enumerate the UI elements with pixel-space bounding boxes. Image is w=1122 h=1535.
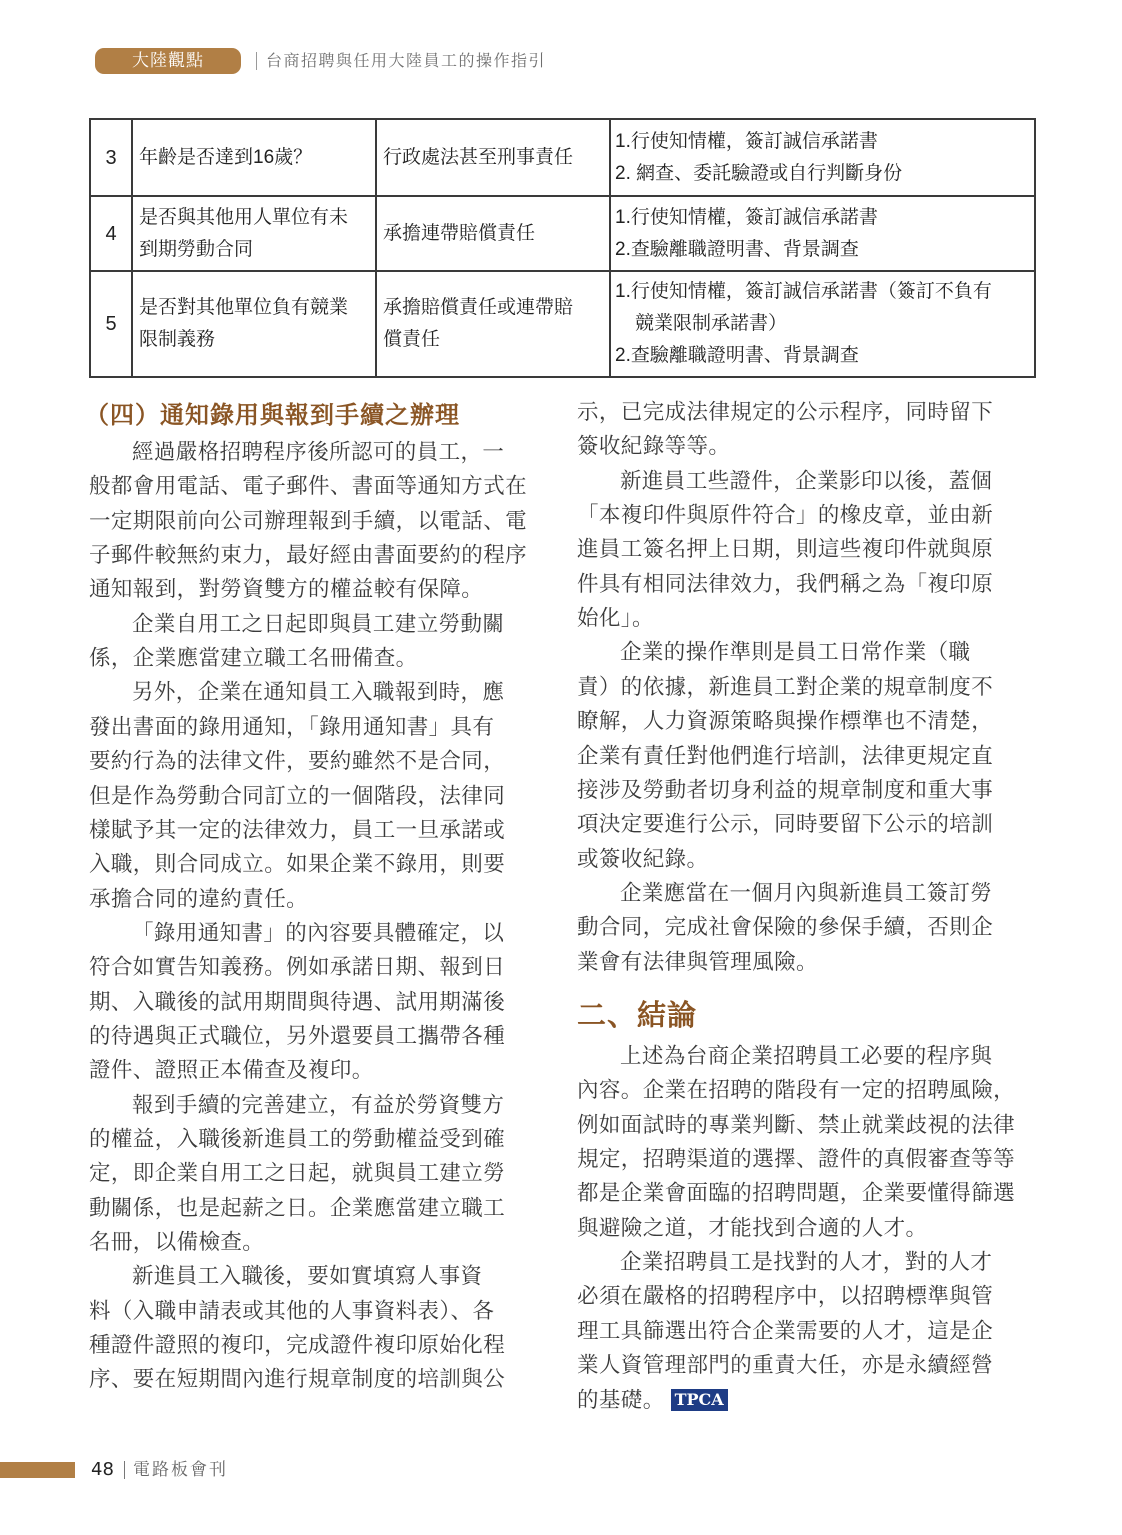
body-line: 都是企業會面臨的招聘問題，企業要懂得篩選 [577,1181,1016,1207]
body-line: 子郵件較無約束力，最好經由書面要約的程序 [89,543,528,569]
body-line: 進員工簽名押上日期，則這些複印件就與原 [577,537,994,563]
countermeasure-line: 1.行使知情權，簽訂誠信承諾書（簽訂不負有 [615,281,992,302]
body-line: 例如面試時的專業判斷、禁止就業歧視的法律 [577,1112,1016,1138]
body-line: 上述為台商企業招聘員工必要的程序與 [620,1044,993,1069]
body-line: 簽收紀錄等等。 [577,434,731,460]
body-line: 期、入職後的試用期間與待遇、試用期滿後 [89,989,506,1015]
body-line: 項決定要進行公示，同時要留下公示的培訓 [577,812,994,838]
check-item-line: 是否對其他單位負有競業 [139,297,349,318]
risk-table [89,118,1036,378]
body-line: 動合同，完成社會保險的參保手續，否則企 [577,915,994,941]
countermeasure-line: 2. 網查、委託驗證或自行判斷身份 [615,162,903,184]
body-line: 規定，招聘渠道的選擇、證件的真假審查等等 [577,1147,1016,1173]
check-item [132,271,376,377]
risk-line: 償責任 [383,329,441,350]
body-line: 序、要在短期間內進行規章制度的培訓與公 [89,1367,506,1393]
check-item [132,119,376,196]
body-line: 或簽收紀錄。 [577,846,709,872]
header-divider [256,52,257,70]
body-line: 內容。企業在招聘的階段有一定的招聘風險， [577,1078,1016,1104]
body-line: 企業自用工之日起即與員工建立勞動關 [132,611,505,637]
body-line: 定，即企業自用工之日起，就與員工建立勞 [89,1161,506,1187]
body-line: 報到手續的完善建立，有益於勞資雙方 [132,1092,505,1118]
body-line: 的待遇與正式職位，另外還要員工攜帶各種 [89,1023,506,1049]
body-line: 理工具篩選出符合企業需要的人才，這是企 [577,1318,994,1344]
countermeasure-line: 競業限制承諾書） [635,313,788,334]
body-line: 「本複印件與原件符合」的橡皮章，並由新 [577,503,994,529]
body-line: 「錄用通知書」的內容要具體確定，以 [132,920,505,946]
page-number: 48 [91,1459,114,1480]
risk-line: 承擔連帶賠償責任 [383,222,536,244]
risk-consequence [376,119,610,196]
row-number: 5 [90,271,132,377]
countermeasure-line: 1.行使知情權，簽訂誠信承諾書 [615,130,878,152]
risk-line: 承擔賠償責任或連帶賠 [383,297,574,318]
body-line: 通知報到，對勞資雙方的權益較有保障。 [89,577,484,603]
body-line: 料（入職申請表或其他的人事資料表）、各 [89,1298,495,1324]
check-item-line: 限制義務 [139,329,216,350]
risk-consequence [376,196,610,271]
body-line: 瞭解，人力資源策略與操作標準也不清楚， [577,709,994,735]
body-line: 始化」。 [577,606,654,632]
publication-name: 電路板會刊 [133,1460,228,1480]
body-line: 示，已完成法律規定的公示程序，同時留下 [577,400,994,425]
footer-divider [124,1461,125,1479]
section-badge: 大陸觀點 [95,48,241,74]
check-item-line: 是否與其他用人單位有未 [139,206,349,228]
body-line: 企業有責任對他們進行培訓，法律更規定直 [577,743,994,769]
countermeasure-line: 2.查驗離職證明書、背景調查 [615,345,859,366]
row-number: 4 [90,196,132,271]
countermeasure-line: 2.查驗離職證明書、背景調查 [615,238,859,260]
body-line: 必須在嚴格的招聘程序中，以招聘標準與管 [577,1284,994,1310]
body-line: 要約行為的法律文件，要約雖然不是合同， [89,749,506,775]
body-line: 的權益，入職後新進員工的勞動權益受到確 [89,1127,506,1152]
body-line: 新進員工些證件，企業影印以後，蓋個 [620,468,993,494]
body-line: 樣賦予其一定的法律效力，員工一旦承諾或 [89,817,506,843]
body-line: 責）的依據，新進員工對企業的規章制度不 [577,674,994,700]
risk-line: 行政處法甚至刑事責任 [383,146,574,168]
countermeasure [610,119,1035,196]
footer-bar [0,1462,75,1478]
last-line-row [577,1384,728,1418]
section-heading: （四）通知錄用與報到手續之辦理 [85,401,460,429]
body-line: 與避險之道，才能找到合適的人才。 [577,1215,928,1241]
body-line: 接涉及勞動者切身利益的規章制度和重大事 [577,777,994,803]
body-line: 動關係，也是起薪之日。企業應當建立職工 [89,1195,506,1221]
body-line: 種證件證照的複印，完成證件複印原始化程 [89,1333,506,1359]
check-item-line: 到期勞動合同 [139,238,254,260]
table-row [90,271,1035,377]
countermeasure-line: 1.行使知情權，簽訂誠信承諾書 [615,206,878,228]
table-row [90,119,1035,196]
body-line: 一定期限前向公司辦理報到手續，以電話、電 [89,508,528,534]
body-line: 的基礎。 [577,1387,665,1413]
body-line: 發出書面的錄用通知，「錄用通知書」具有 [89,714,495,740]
body-line: 業會有法律與管理風險。 [577,949,818,975]
countermeasure [610,271,1035,377]
body-line: 證件、證照正本備查及複印。 [89,1058,374,1084]
body-line: 經過嚴格招聘程序後所認可的員工，一 [132,440,505,465]
body-line: 般都會用電話、電子郵件、書面等通知方式在 [89,474,528,500]
table-row [90,196,1035,271]
body-line: 另外，企業在通知員工入職報到時，應 [132,680,505,706]
tpca-end-mark: TPCA [671,1389,728,1411]
conclusion-heading: 二、結論 [577,998,698,1032]
body-line: 新進員工入職後，要如實填寫人事資 [132,1264,483,1290]
body-line: 入職，則合同成立。如果企業不錄用，則要 [89,852,506,878]
risk-consequence [376,271,610,377]
row-number: 3 [90,119,132,196]
body-line: 係，企業應當建立職工名冊備查。 [89,646,418,672]
body-line: 符合如實告知義務。例如承諾日期、報到日 [89,955,506,981]
body-line: 名冊，以備檢查。 [89,1230,265,1256]
countermeasure [610,196,1035,271]
body-line: 業人資管理部門的重責大任，亦是永續經營 [577,1353,994,1379]
body-line: 承擔合同的違約責任。 [89,886,309,912]
body-line: 企業的操作準則是員工日常作業（職 [620,640,971,666]
body-line: 企業應當在一個月內與新進員工簽訂勞 [620,880,993,906]
body-line: 件具有相同法律效力，我們稱之為「複印原 [577,571,994,597]
article-title: 台商招聘與任用大陸員工的操作指引 [266,51,547,70]
body-line: 但是作為勞動合同訂立的一個階段，法律同 [89,783,506,809]
check-item [132,196,376,271]
body-line: 企業招聘員工是找對的人才，對的人才 [620,1250,993,1276]
check-item-line: 年齡是否達到16歲？ [139,146,313,168]
